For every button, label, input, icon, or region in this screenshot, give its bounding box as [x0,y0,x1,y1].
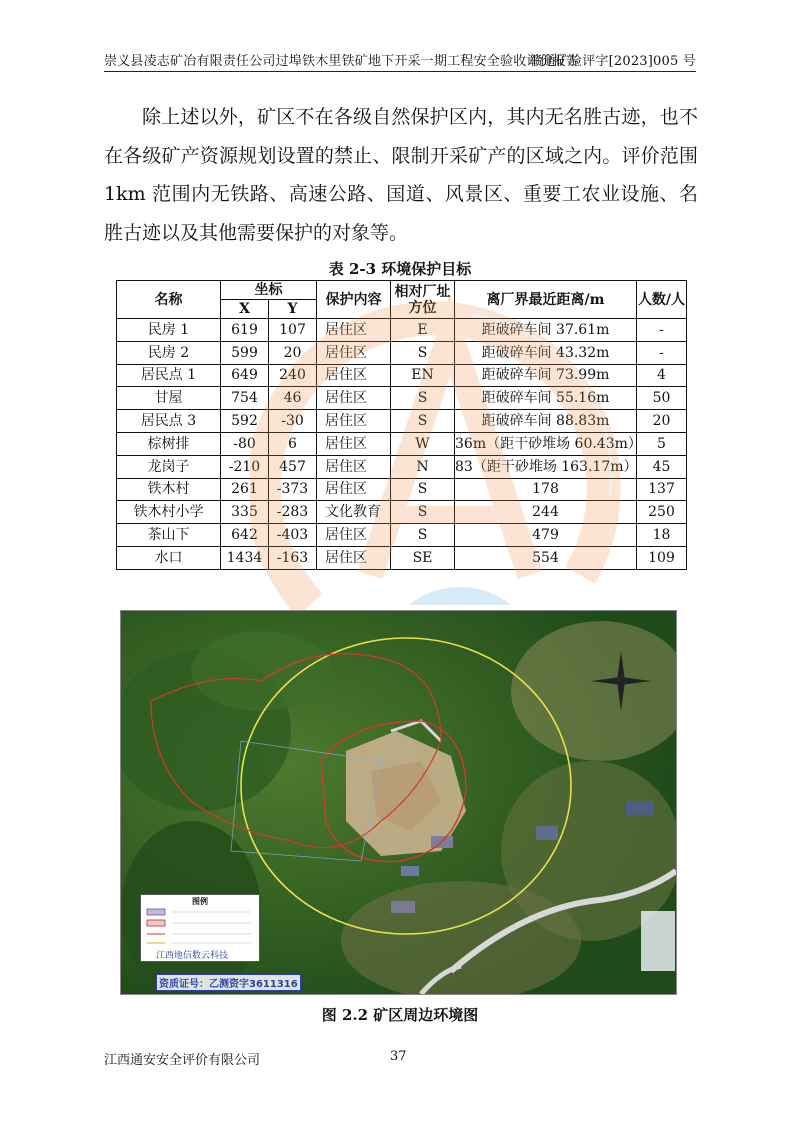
cell-y: 107 [269,319,317,342]
cell-direction: N [391,455,455,478]
cell-y: 6 [269,432,317,455]
cell-protect: 居住区 [317,341,391,364]
cell-name: 居民点 3 [117,410,221,433]
table-row [117,319,687,342]
cell-x: 619 [221,319,269,342]
cell-y: 46 [269,387,317,410]
stamp-company: 江西地信数云科技 [156,951,229,961]
cell-protect: 居住区 [317,364,391,387]
header-rule [104,71,696,72]
cell-direction: E [391,319,455,342]
cell-direction: S [391,341,455,364]
table-row [117,455,687,478]
cell-direction: S [391,524,455,547]
cell-y: -403 [269,524,317,547]
cell-distance: 距破碎车间 37.61m [455,319,637,342]
cell-name: 民房 2 [117,341,221,364]
cell-people: 109 [637,546,687,569]
cell-x: 642 [221,524,269,547]
cell-direction: S [391,501,455,524]
cell-protect: 居住区 [317,387,391,410]
cell-x: 592 [221,410,269,433]
cell-protect: 居住区 [317,524,391,547]
cell-name: 水口 [117,546,221,569]
cell-name: 居民点 1 [117,364,221,387]
cell-people: 137 [637,478,687,501]
cell-y: -283 [269,501,317,524]
cell-name: 茶山下 [117,524,221,547]
cell-y: 457 [269,455,317,478]
cell-distance: 36m（距干砂堆场 60.43m） [455,432,637,455]
cell-name: 铁木村小学 [117,501,221,524]
cell-y: 20 [269,341,317,364]
cell-x: 599 [221,341,269,364]
figure-caption: 图 2.2 矿区周边环境图 [321,1006,479,1024]
cell-protect: 居住区 [317,478,391,501]
body-paragraph: 除上述以外，矿区不在各级自然保护区内，其内无名胜古迹，也不在各级矿产资源规划设置的禁止、限制开采矿产的区域之内。评价范围 1km 范围内无铁路、高速公路、国道、风景区、重要工农业设施、名胜古迹以及其他需要保护的对象等。 [104,106,698,244]
cell-distance: 距破碎车间 73.99m [455,364,637,387]
cell-distance: 距破碎车间 43.32m [455,341,637,364]
cell-distance: 83（距干砂堆场 163.17m） [455,455,637,478]
header-x: X [221,300,269,319]
cell-distance: 距破碎车间 55.16m [455,387,637,410]
cell-direction: S [391,410,455,433]
page-number: 37 [390,1049,407,1064]
cell-distance: 554 [455,546,637,569]
survey-qualification-stamp [154,946,298,990]
table-row [117,410,687,433]
cell-x: -80 [221,432,269,455]
footer-company: 江西通安安全评价有限公司 [104,1053,261,1068]
stamp-license: 资质证号：乙测资字3611316 [156,974,301,991]
header-protect: 保护内容 [317,281,391,319]
cell-direction: S [391,387,455,410]
cell-people: 250 [637,501,687,524]
cell-protect: 居住区 [317,410,391,433]
cell-protect: 文化教育 [317,501,391,524]
table-caption: 表 2-3 环境保护目标 [328,260,472,278]
cell-x: 261 [221,478,269,501]
cell-name: 民房 1 [117,319,221,342]
cell-people: - [637,319,687,342]
legend-title: 图例 [192,897,208,906]
document-number: 赣通矿验评字[2023]005 号 [529,54,696,69]
cell-people: 4 [637,364,687,387]
cell-x: 754 [221,387,269,410]
table-row [117,387,687,410]
cell-people: 20 [637,410,687,433]
cell-x: 335 [221,501,269,524]
cell-name: 甘屋 [117,387,221,410]
cell-y: 240 [269,364,317,387]
cell-protect: 居住区 [317,432,391,455]
cell-direction: W [391,432,455,455]
cell-people: 45 [637,455,687,478]
cell-people: 5 [637,432,687,455]
table-row [117,432,687,455]
cell-protect: 居住区 [317,455,391,478]
table-row [117,341,687,364]
header-direction: 相对厂址方位 [391,281,455,319]
cell-distance: 479 [455,524,637,547]
cell-y: -30 [269,410,317,433]
header-y: Y [269,300,317,319]
header-distance: 离厂界最近距离/m [455,281,637,319]
report-title: 崇义县凌志矿冶有限责任公司过埠铁木里铁矿地下开采一期工程安全验收评价报告 [104,54,580,69]
header-coord: 坐标 [221,281,317,300]
header-people: 人数/人 [637,281,687,319]
table-row [117,478,687,501]
cell-x: 649 [221,364,269,387]
cell-distance: 244 [455,501,637,524]
cell-direction: S [391,478,455,501]
cell-name: 棕树排 [117,432,221,455]
cell-direction: EN [391,364,455,387]
cell-protect: 居住区 [317,319,391,342]
cell-name: 龙岗子 [117,455,221,478]
table-row [117,524,687,547]
cell-people: - [637,341,687,364]
table-row [117,546,687,569]
cell-distance: 距破碎车间 88.83m [455,410,637,433]
cell-distance: 178 [455,478,637,501]
table-body [117,319,687,570]
cell-name: 铁木村 [117,478,221,501]
cell-x: 1434 [221,546,269,569]
table-row [117,501,687,524]
table-row [117,364,687,387]
cell-people: 18 [637,524,687,547]
environment-protection-table [116,280,687,570]
cell-people: 50 [637,387,687,410]
cell-y: -373 [269,478,317,501]
cell-direction: SE [391,546,455,569]
header-name: 名称 [117,281,221,319]
cell-x: -210 [221,455,269,478]
cell-y: -163 [269,546,317,569]
cell-protect: 居住区 [317,546,391,569]
